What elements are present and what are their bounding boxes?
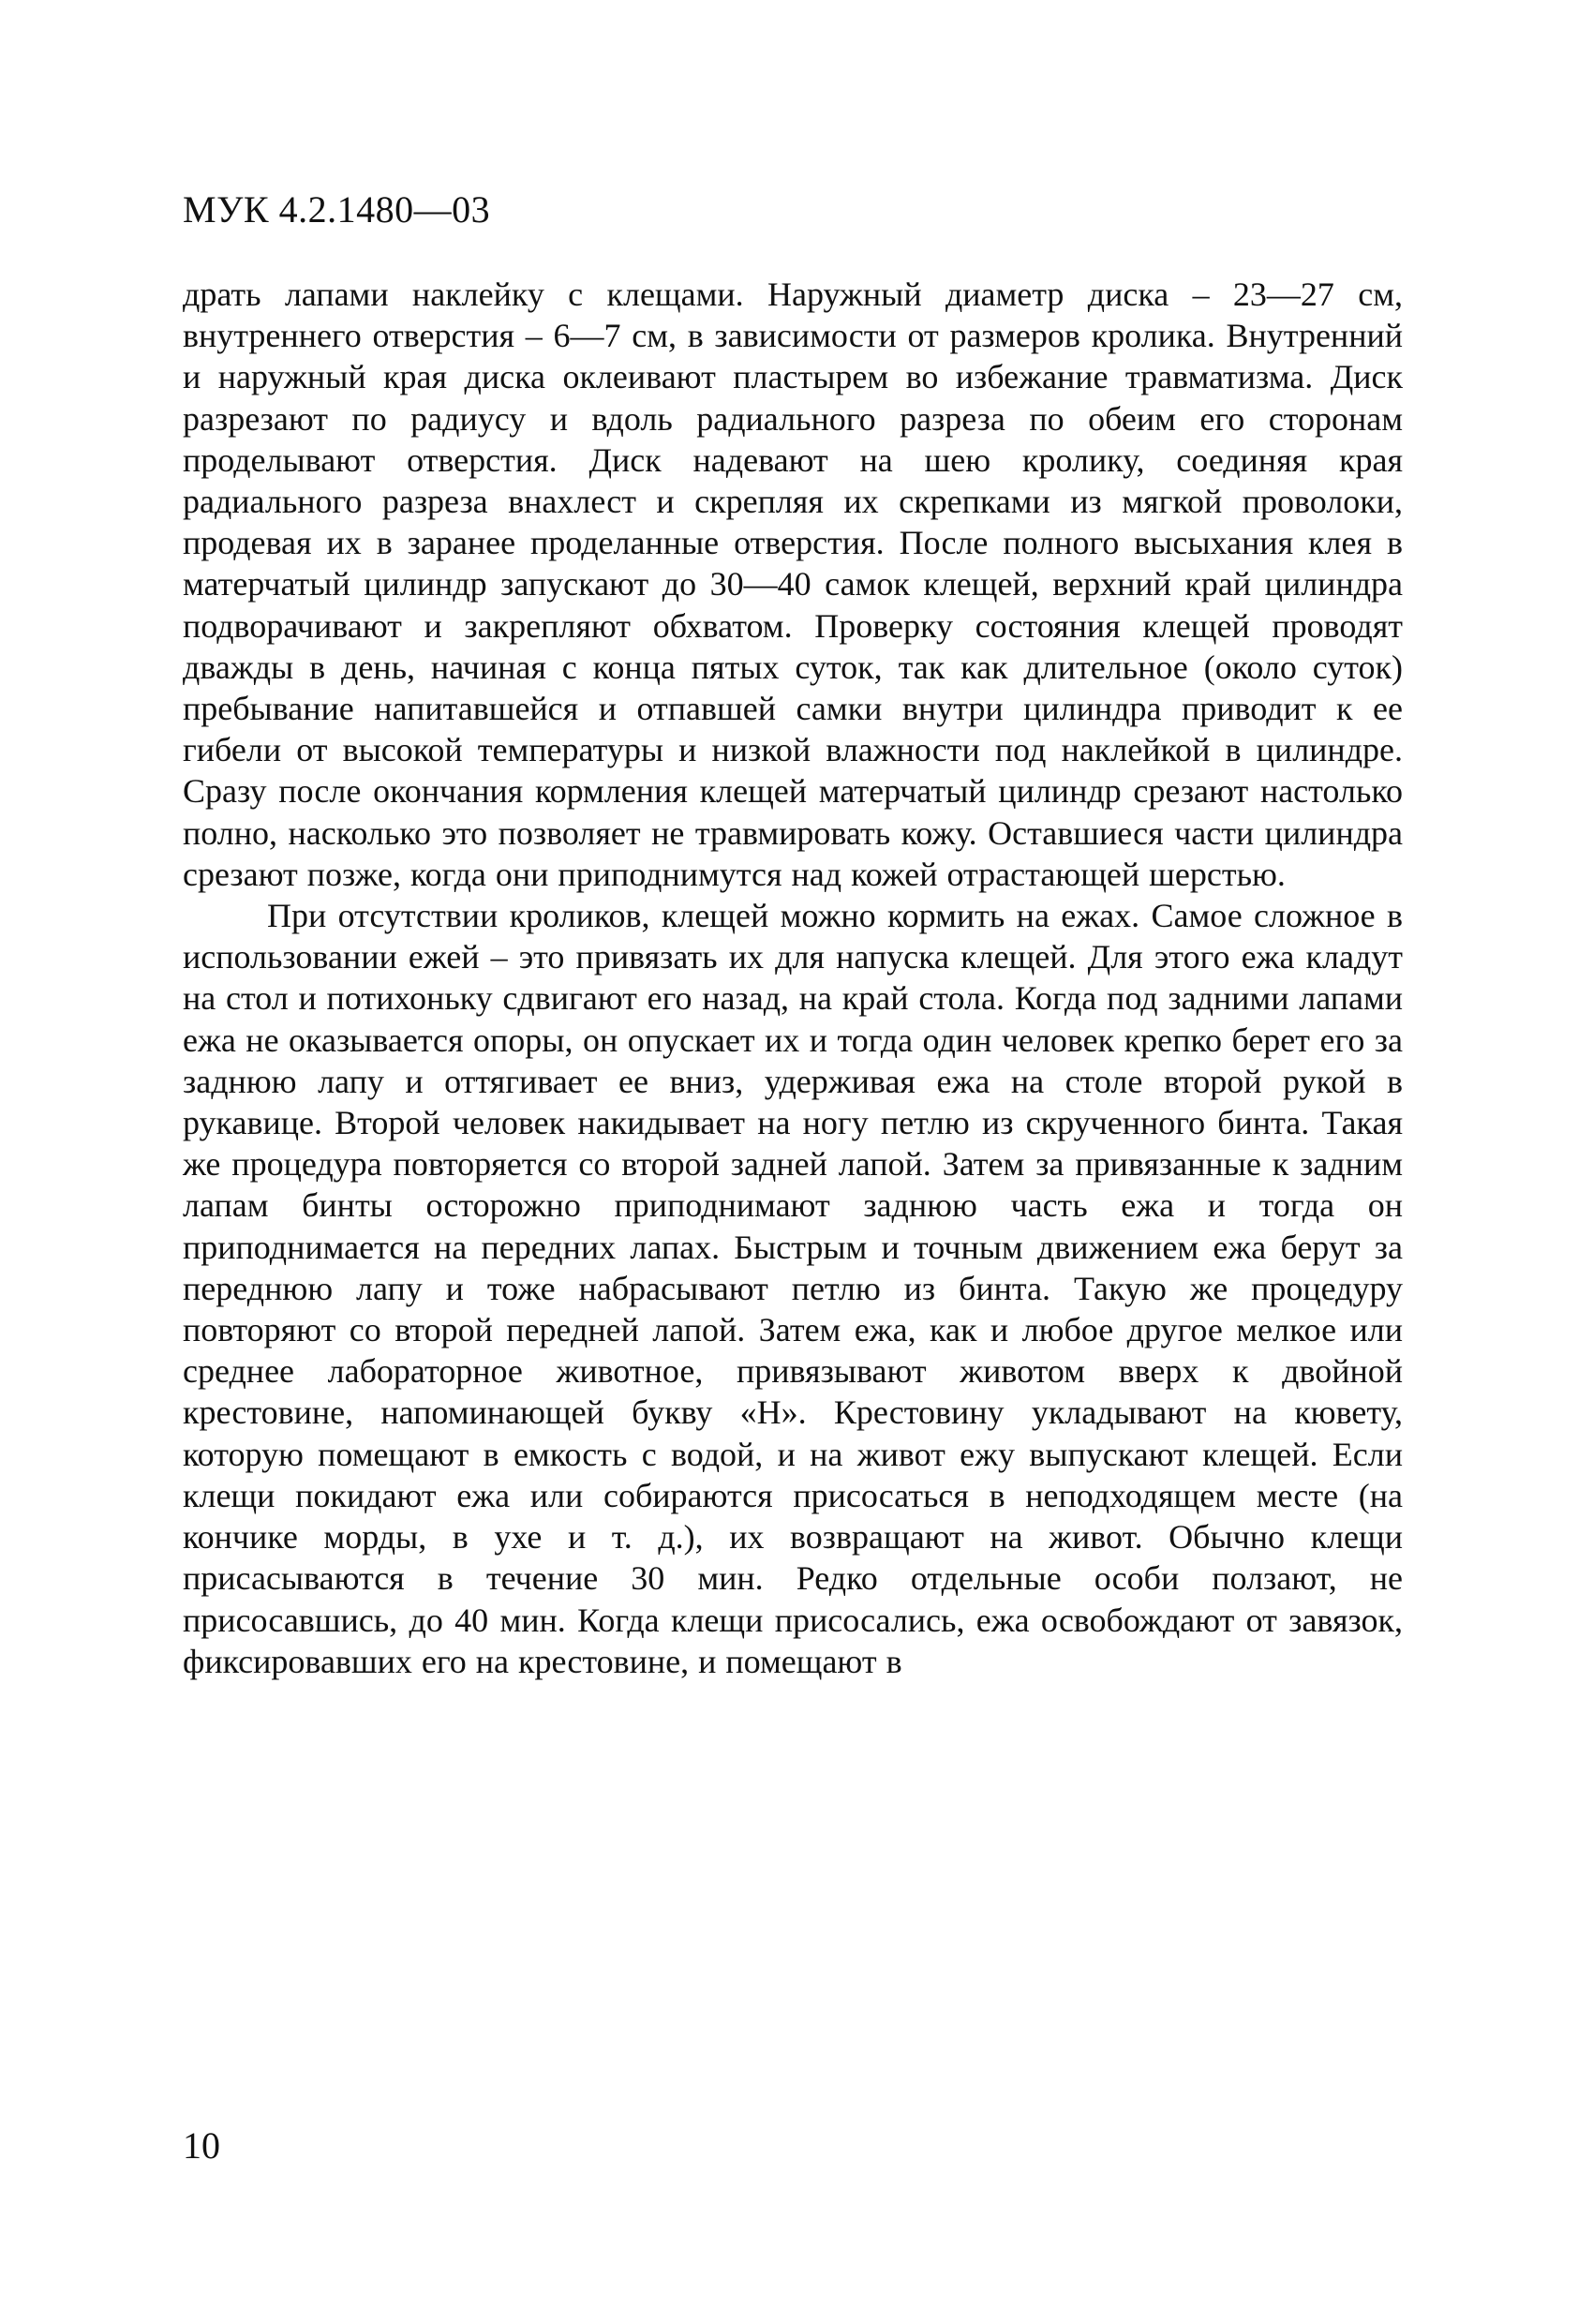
body-text (183, 274, 1403, 1682)
paragraph-hedgehog-feeding: При отсутствии кроликов, клещей можно кормить на ежах. Самое сложное в использовании ежей – это привязать их для напуска клещей. Для этого ежа кладут на стол и потихоньку сдвигают его назад, на край стола. Когда под задними лапами ежа не оказывается опоры, он опускает их и тогда один человек крепко берет его за заднюю лапу и оттягивает ее вниз, удерживая ежа на столе второй рукой в рукавице. Второй человек накидывает на ногу петлю из скрученного бинта. Такая же процедура повторяется со второй задней лапой. Затем за привязанные к задним лапам бинты осторожно приподнимают заднюю часть ежа и тогда он приподнимается на передних лапах. Быстрым и точным движением ежа берут за переднюю лапу и тоже набрасывают петлю из бинта. Такую же процедуру повторяют со второй передней лапой. Затем ежа, как и любое другое мелкое или среднее лабораторное животное, привязывают животом вверх к двойной крестовине, напоминающей букву «Н». Крестовину укладывают на кювету, которую помещают в емкость с водой, и на живот ежу выпускают клещей. Если клещи покидают ежа или собираются присосаться в неподходящем месте (на кончике морды, в ухе и т. д.), их возвращают на живот. Обычно клещи присасываются в течение 30 мин. Редко отдельные особи ползают, не присосавшись, до 40 мин. Когда клещи присосались, ежа освобождают от завязок, фиксировавших его на крестовине, и помещают в (183, 897, 1403, 1680)
paragraph-continuation: драть лапами наклейку с клещами. Наружный диаметр диска – 23—27 см, внутреннего отверстия – 6—7 см, в зависимости от размеров кролика. Внутренний и наружный края диска оклеивают пластырем во избежание травматизма. Диск разрезают по радиусу и вдоль радиального разреза по обеим его сторонам проделывают отверстия. Диск надевают на шею кролику, соединяя края радиального разреза внахлест и скрепляя их скрепками из мягкой проволоки, продевая их в заранее проделанные отверстия. После полного высыхания клея в матерчатый цилиндр запускают до 30—40 самок клещей, верхний край цилиндра подворачивают и закрепляют обхватом. Проверку состояния клещей проводят дважды в день, начиная с конца пятых суток, так как длительное (около суток) пребывание напитавшейся и отпавшей самки внутри цилиндра приводит к ее гибели от высокой температуры и низкой влажности под наклейкой в цилиндре. Сразу после окончания кормления клещей матерчатый цилиндр срезают настолько полно, насколько это позволяет не травмировать кожу. Оставшиеся части цилиндра срезают позже, когда они приподнимутся над кожей отрастающей шерстью. (183, 276, 1403, 893)
page-number: 10 (183, 2124, 220, 2167)
running-header: МУК 4.2.1480—03 (183, 188, 491, 231)
